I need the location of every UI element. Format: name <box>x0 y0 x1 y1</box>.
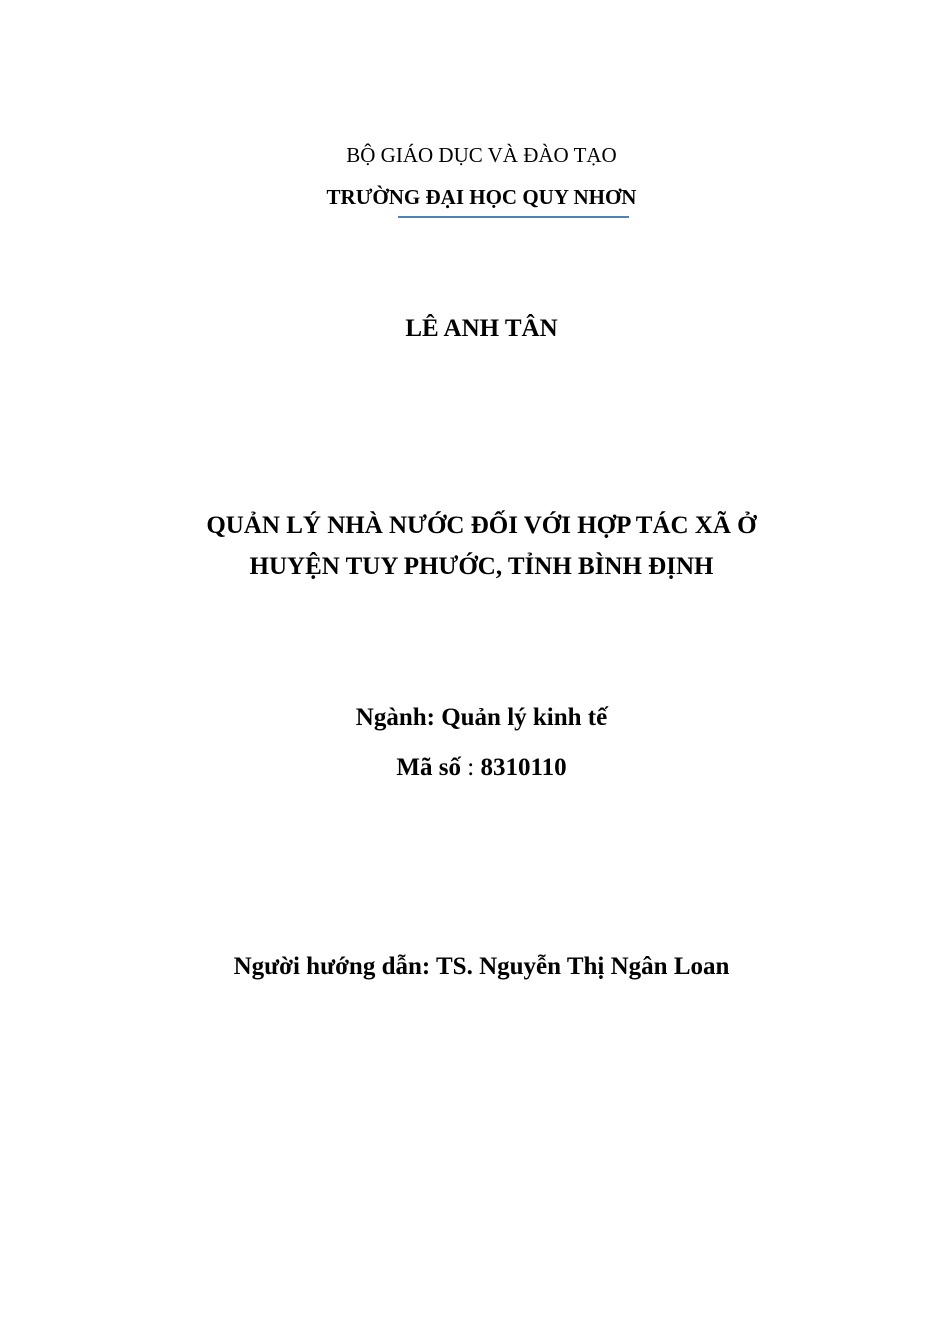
code-label: Mã số <box>396 754 461 781</box>
author-name: LÊ ANH TÂN <box>405 315 558 342</box>
code-line <box>0 754 943 782</box>
school-name: TRƯỜNG ĐẠI HỌC QUY NHƠN <box>326 185 637 209</box>
ministry-name: BỘ GIÁO DỤC VÀ ĐÀO TẠO <box>346 143 617 167</box>
school-underline <box>398 216 629 218</box>
code-value: 8310110 <box>480 754 567 781</box>
thesis-title-line-1: QUẢN LÝ NHÀ NƯỚC ĐỐI VỚI HỢP TÁC XÃ Ở <box>206 512 757 539</box>
thesis-title-line-2: HUYỆN TUY PHƯỚC, TỈNH BÌNH ĐỊNH <box>249 553 714 580</box>
code-separator: : <box>461 754 481 781</box>
major-line: Ngành: Quản lý kinh tế <box>355 704 608 731</box>
advisor-line: Người hướng dẫn: TS. Nguyễn Thị Ngân Loan <box>233 953 730 980</box>
